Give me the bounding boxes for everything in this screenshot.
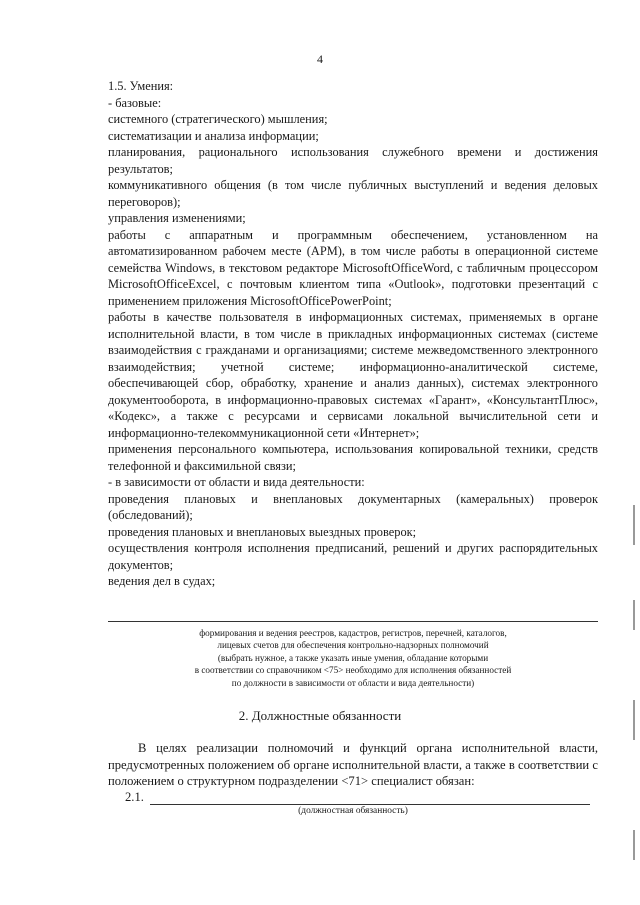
skill-item: осуществления контроля исполнения предписаний, решений и других распорядительных документов; (108, 541, 598, 572)
skill-item: систематизации и анализа информации; (108, 128, 319, 143)
footnote-line: по должности в зависимости от области и вида деятельности) (231, 677, 475, 688)
skill-item: применения персонального компьютера, использования копировальной техники, средств телефонной и факсимильной связи; (108, 442, 598, 473)
scan-edge-mark (633, 505, 635, 545)
skills-area-label: - в зависимости от области и вида деятельности: (108, 475, 365, 489)
skill-item: проведения плановых и внеплановых документарных (камеральных) проверок (обследований); (108, 491, 598, 522)
skills-section (108, 78, 598, 590)
footnote-line: лицевых счетов для обеспечения контрольно-надзорных полномочий (217, 640, 489, 651)
skill-item: планирования, рационального использования служебного времени и достижения результатов; (108, 145, 598, 176)
scan-edge-mark (633, 830, 635, 860)
skill-item: коммуникативного общения (в том числе публичных выступлений и ведения деловых переговоров); (108, 178, 598, 209)
skills-heading: 1.5. Умения: (108, 79, 174, 93)
skill-item: системного (стратегического) мышления; (108, 112, 328, 126)
skill-item: ведения дел в судах; (108, 574, 216, 588)
duty-caption: (должностная обязанность) (298, 806, 408, 816)
page-number: 4 (317, 52, 323, 66)
duty-fill-line (150, 804, 590, 805)
footnote-line: формирования и ведения реестров, кадастров, регистров, перечней, каталогов, (199, 628, 507, 638)
duty-item-number: 2.1. (125, 790, 144, 804)
duties-section (108, 740, 598, 790)
skill-item: работы в качестве пользователя в информационных системах, применяемых в органе исполнительной власти, в том числе в прикладных информационных системах (системе взаимодействия с гражданами и организациями; системе межведомственного электронного взаимодействия; учетной системе; информационно-аналитической системе, обеспечивающей сбор, обработку, хранение и анализ данных), системах электронного документооборота, в информационно-правовых системах «Гарант», «КонсультантПлюс», «Кодекс», а также с ресурсами и сервисами локальной вычислительной сети и информационно-телекоммуникационной сети «Интернет»; (108, 310, 598, 440)
section-title: 2. Должностные обязанности (238, 708, 402, 723)
skill-item: работы с аппаратным и программным обеспечением, установленном на автоматизированном рабочем месте (АРМ), в том числе работы в операционной системе семейства Windows, в текстовом редакторе MicrosoftOfficeWord, с табличным процессором MicrosoftOfficeExcel, с почтовым клиентом типа «Outlook», подготовки презентаций с применением приложения MicrosoftOfficePowerPoint; (108, 227, 598, 308)
footnote-line: в соответствии со справочником <75> необходимо для исполнения обязанностей (194, 665, 512, 676)
skill-item: проведения плановых и внеплановых выездных проверок; (108, 524, 417, 539)
skills-basic-label: - базовые: (108, 95, 162, 110)
duties-intro: В целях реализации полномочий и функций органа исполнительной власти, предусмотренных положением об органе исполнительной власти, а также в соответствии с положением о структурном подразделении <71> специалист обязан: (108, 741, 598, 789)
footnote-line: (выбрать нужное, а также указать иные умения, обладание которыми (217, 652, 489, 663)
skill-item: управления изменениями; (108, 211, 246, 225)
fill-in-line (108, 621, 598, 622)
scan-edge-mark (633, 700, 635, 740)
footnote-block (108, 627, 598, 689)
scan-edge-mark (633, 600, 635, 630)
